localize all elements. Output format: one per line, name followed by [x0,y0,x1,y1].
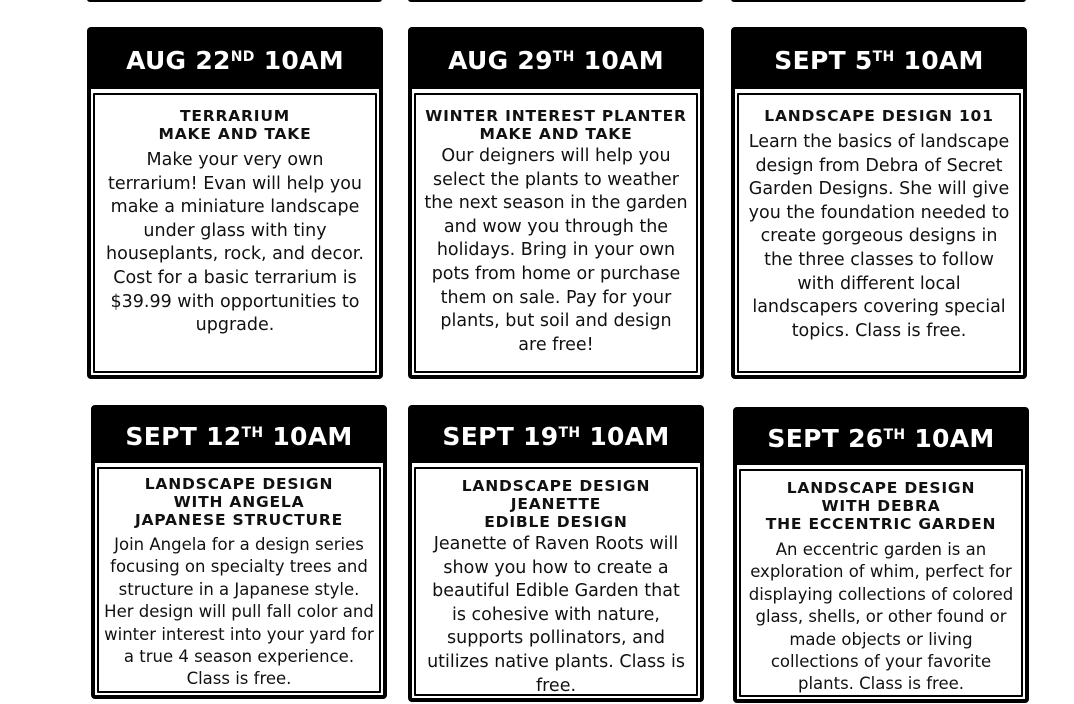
event-time: 10AM [914,423,995,453]
event-date: SEPT 19 [442,421,559,451]
event-time: 10AM [263,45,344,75]
event-title-line: MAKE AND TAKE [479,125,633,143]
event-date-suffix: TH [558,425,581,441]
event-title-line: LANDSCAPE DESIGN [461,477,651,495]
event-time: 10AM [272,421,353,451]
previous-card-edge-3 [731,0,1026,2]
event-date-header [412,409,700,463]
event-date: SEPT 5 [774,45,873,75]
event-description: Make your very own terrarium! Evan will help you make a miniature landscape under glass with tiny houseplants, rock, and decor. Cost for a basic terrarium is $39.99 with opportunities to upgrade. [106,150,364,336]
event-date-header [412,31,700,89]
event-body [414,93,698,373]
event-date-suffix: ND [230,49,255,65]
event-date-suffix: TH [552,49,575,65]
event-title [741,479,1021,533]
event-time: 10AM [583,45,664,75]
event-date: AUG 29 [448,45,553,75]
event-card-sept-26 [733,407,1029,703]
event-body [737,93,1021,373]
event-card-sept-12 [91,405,387,699]
event-title-line: MAKE AND TAKE [158,125,312,143]
event-date-header [95,409,383,463]
event-title [95,107,375,143]
event-title [416,477,696,531]
event-date-header [91,31,379,89]
previous-card-edge-2 [408,0,703,2]
event-title-line: LANDSCAPE DESIGN 101 [764,107,994,125]
event-title-line: WITH DEBRA [821,497,941,515]
event-title-line: WITH ANGELA [173,493,305,511]
event-title [99,475,379,529]
event-description: Our deigners will help you select the plants to weather the next season in the garden and wow you through the holidays. Bring in your own pots from home or purchase them on sale. Pay for your plants, but soil and design are free! [424,146,688,355]
event-card-aug-22 [87,27,383,379]
previous-card-edge-1 [87,0,382,2]
event-description: An eccentric garden is an exploration of whim, perfect for displaying collections of colored glass, shells, or other found or made objects or living collections of your favorite plants. Class is free. [748,540,1014,694]
event-title-line: THE ECCENTRIC GARDEN [765,515,997,533]
event-title-line: WINTER INTEREST PLANTER [425,107,687,125]
event-date: AUG 22 [126,45,231,75]
event-title-line: TERRARIUM [180,107,290,125]
event-date-suffix: TH [872,49,895,65]
event-title-line: LANDSCAPE DESIGN [786,479,976,497]
event-description: Join Angela for a design series focusing on specialty trees and structure in a Japanese style. Her design will pull fall color and winter interest into your yard for a true 4 season experience. Class is free. [104,535,374,689]
event-title [739,107,1019,125]
event-title-line: EDIBLE DESIGN [484,513,628,531]
event-date-header [735,31,1023,89]
event-date: SEPT 26 [767,423,884,453]
event-date: SEPT 12 [125,421,242,451]
event-card-sept-5 [731,27,1027,379]
event-time: 10AM [903,45,984,75]
event-card-aug-29 [408,27,704,379]
event-body [97,467,381,693]
event-body [93,93,377,373]
event-title-line: JAPANESE STRUCTURE [134,511,344,529]
event-title-line: LANDSCAPE DESIGN [144,475,334,493]
event-body [414,467,698,696]
event-body [739,469,1023,697]
event-time: 10AM [589,421,670,451]
event-title-line: JEANETTE [510,495,602,513]
event-date-suffix: TH [241,425,264,441]
event-date-header [737,411,1025,465]
event-card-sept-19 [408,405,704,702]
event-title [416,107,696,143]
event-description: Jeanette of Raven Roots will show you how to create a beautiful Edible Garden that is cohesive with nature, supports pollinators, and utilizes native plants. Class is free. [427,534,685,696]
event-description: Learn the basics of landscape design from Debra of Secret Garden Designs. She will give you the foundation needed to create gorgeous designs in the three classes to follow with different local landscapers covering special topics. Class is free. [748,132,1010,341]
event-date-suffix: TH [883,427,906,443]
